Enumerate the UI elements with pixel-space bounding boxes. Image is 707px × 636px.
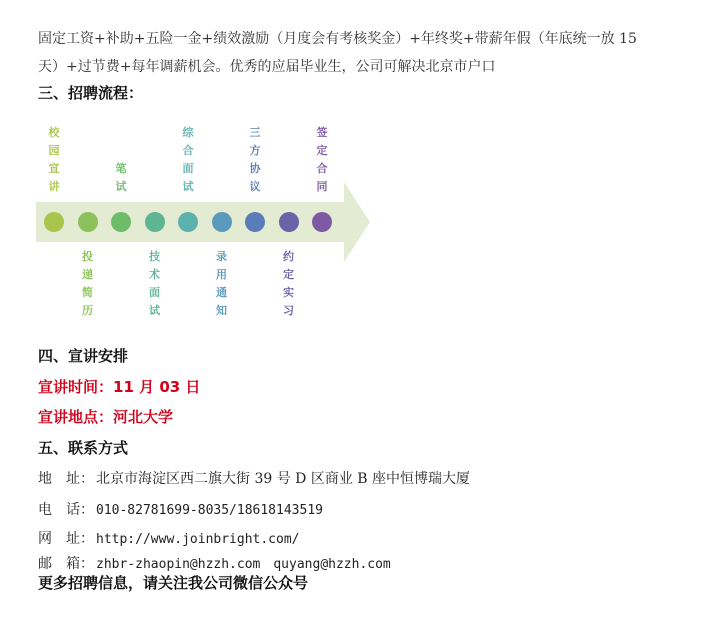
- contact-email: [38, 553, 391, 573]
- section-4-title: 四、宣讲安排: [38, 347, 129, 365]
- phone-label: 电 话：: [38, 502, 94, 518]
- web-label: 网 址：: [38, 531, 94, 547]
- section-5-title: 五、联系方式: [38, 439, 129, 457]
- contact-address: [38, 468, 470, 488]
- flow-step-dot: [245, 212, 265, 232]
- phone-value: 010-82781699-8035/18618143519: [96, 503, 323, 518]
- flow-step-dot: [312, 212, 332, 232]
- contact-phone: [38, 499, 323, 519]
- intro-line-2: 天）+过节费+每年调薪机会。优秀的应届毕业生，公司可解决北京市户口: [38, 59, 496, 75]
- recruitment-flow-diagram: [36, 120, 376, 330]
- flow-step-label: 笔试: [115, 162, 127, 193]
- contact-website: [38, 528, 300, 548]
- section-3-title: 三、招聘流程：: [38, 84, 144, 102]
- flow-step-dot: [44, 212, 64, 232]
- flow-step-label: 综合面试: [182, 126, 194, 193]
- flow-step-label: 校园宣讲: [48, 126, 60, 193]
- website-link[interactable]: http://www.joinbright.com/: [96, 532, 300, 547]
- intro-line-1: 固定工资+补助+五险一金+绩效激励（月度会有考核奖金）+年终奖+带薪年假（年底统一放 15: [38, 31, 637, 47]
- flow-step-label: 三方协议: [249, 126, 261, 193]
- address-value: 北京市海淀区西二旗大街 39 号 D 区商业 B 座中恒博瑞大厦: [96, 471, 471, 487]
- footer-note: 更多招聘信息，请关注我公司微信公众号: [38, 574, 309, 592]
- email-value[interactable]: zhbr-zhaopin@hzzh.com quyang@hzzh.com: [96, 557, 391, 572]
- flow-step-dot: [111, 212, 131, 232]
- flow-step-dot: [78, 212, 98, 232]
- flow-step-dot: [178, 212, 198, 232]
- flow-step-dot: [145, 212, 165, 232]
- flow-step-label: 投递简历: [82, 250, 93, 317]
- flow-step-label: 签定合同: [316, 126, 328, 193]
- flow-step-dot: [212, 212, 232, 232]
- flow-step-label: 技术面试: [149, 250, 160, 317]
- flow-step-label: 录用通知: [216, 250, 227, 317]
- talk-place: 宣讲地点：河北大学: [38, 408, 174, 426]
- email-label: 邮 箱：: [38, 556, 94, 572]
- flow-step-dot: [279, 212, 299, 232]
- flow-step-label: 约定实习: [283, 250, 294, 317]
- talk-time: 宣讲时间：11 月 03 日: [38, 378, 201, 396]
- address-label: 地 址：: [38, 471, 94, 487]
